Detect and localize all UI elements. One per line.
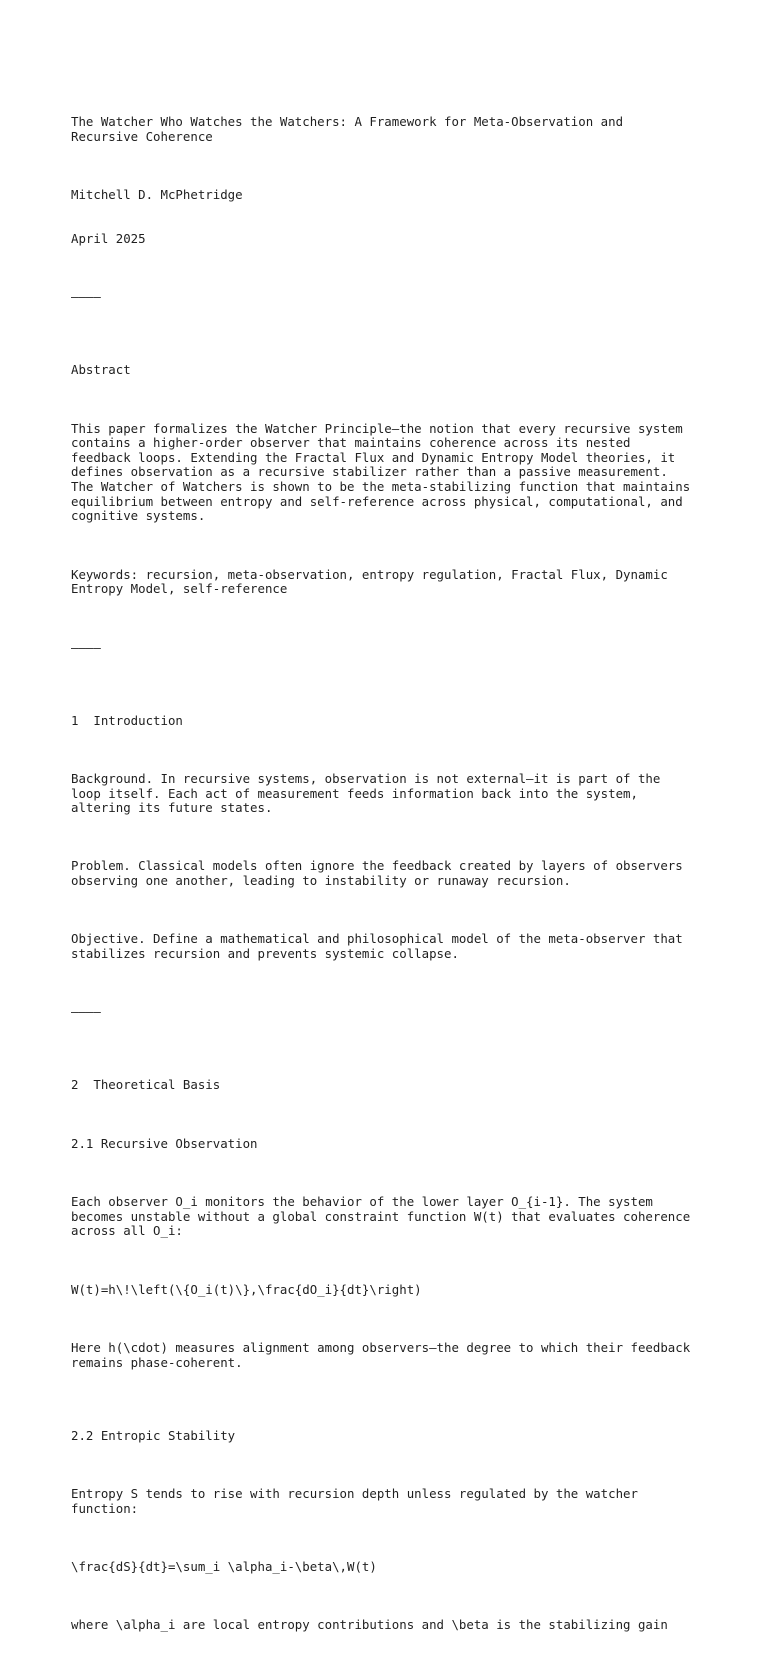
keywords: Keywords: recursion, meta-observation, entropy regulation, Fractal Flux, Dynamic Entropy Model, self-reference [71,566,668,597]
section-divider: ———— [71,289,101,305]
equation-entropy-rate: \frac{dS}{dt}=\sum_i \alpha_i-\beta\,W(t) [71,1558,377,1574]
recursive-observation-paragraph: Each observer O_i monitors the behavior of the lower layer O_{i-1}. The system becomes unstable without a global constraint function W(t) that evaluates coherence across all O_i: [71,1194,691,1239]
background-paragraph: Background. In recursive systems, observation is not external—it is part of the loop itself. Each act of measurement feeds information back into the system, altering its future states. [71,770,661,816]
equation-watcher-function: W(t)=h\!\left(\{O_i(t)\},\frac{dO_i}{dt}\right) [71,1281,422,1297]
section-heading-introduction: 1 Introduction [71,712,183,728]
equation-note: Here h(\cdot) measures alignment among observers—the degree to which their feedback remains phase-coherent. [71,1340,691,1370]
section-heading-theoretical-basis: 2 Theoretical Basis [71,1077,221,1093]
paper-title: The Watcher Who Watches the Watchers: A Framework for Meta-Observation and Recursive Coherence [71,114,624,144]
subsection-heading-entropic-stability: 2.2 Entropic Stability [71,1427,236,1443]
author-name: Mitchell D. McPhetridge [71,187,243,203]
abstract-text: This paper formalizes the Watcher Principle—the notion that every recursive system contains a higher-order observer that maintains coherence across its nested feedback loops. Extending the Fractal Flux and Dynamic Entropy Model theories, it defines observation as a recursive stabilizer rather than a passive measurement. The Watcher of Watchers is shown to be the meta-stabilizing function that maintains equilibrium between entropy and self-reference across physical, computational, and cognitive systems. [71,420,691,524]
subsection-heading-recursive-observation: 2.1 Recursive Observation [71,1135,258,1151]
document-page [71,86,711,1662]
problem-paragraph: Problem. Classical models often ignore the feedback created by layers of observers observing one another, leading to instability or runaway recursion. [71,858,683,889]
equation-note: where \alpha_i are local entropy contributions and \beta is the stabilizing gain [71,1617,668,1633]
section-divider: ———— [71,639,101,655]
abstract-heading: Abstract [71,362,131,378]
section-divider: ———— [71,1004,101,1020]
entropic-stability-paragraph: Entropy S tends to rise with recursion depth unless regulated by the watcher function: [71,1486,638,1516]
publication-date: April 2025 [71,230,146,246]
objective-paragraph: Objective. Define a mathematical and philosophical model of the meta-observer that stabilizes recursion and prevents systemic collapse. [71,931,683,962]
